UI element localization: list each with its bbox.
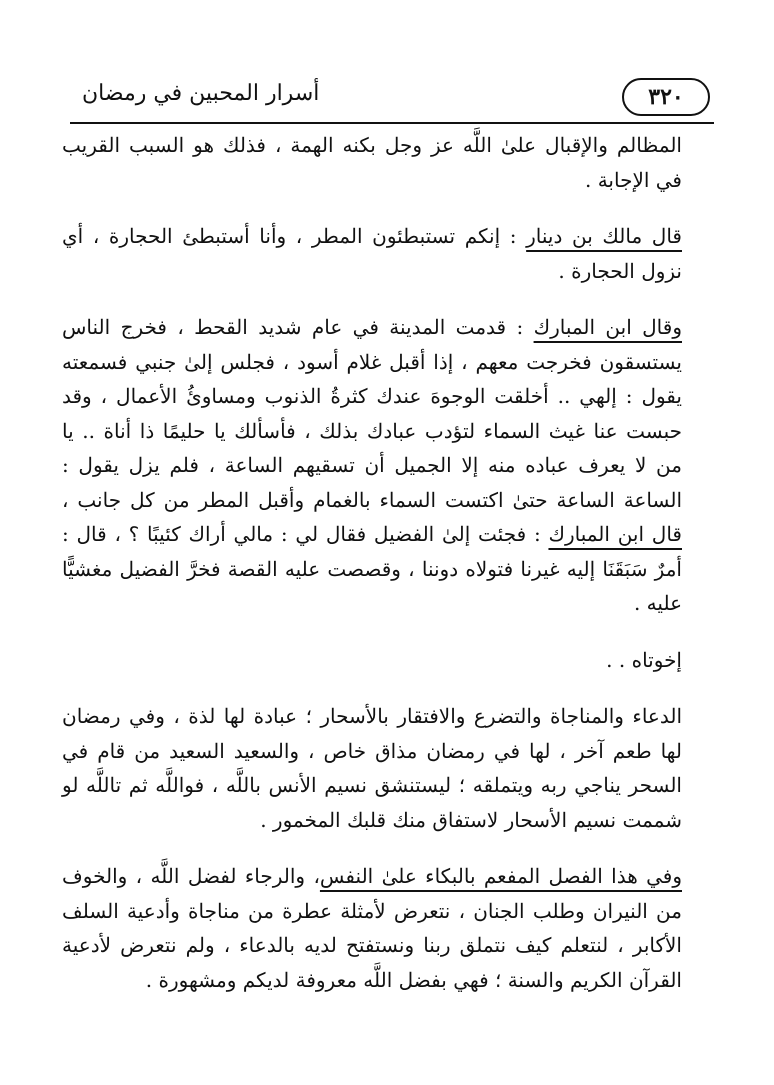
book-title: أسرار المحبين في رمضان (82, 81, 320, 106)
paragraph-2-text: : إنكم تستبطئون المطر ، وأنا أستبطئ الحجارة ، أي نزول الحجارة . (62, 224, 682, 283)
paragraph-3-text-1: : قدمت المدينة في عام شديد القحط ، فخرج الناس يستسقون فخرجت معهم ، إذا أقبل غلام أسود ، فجلس إلىٰ جنبي فسمعته يقول : إلهي .. أخلقت الوجوهَ عندك كثرةُ الذنوب ومساوئُ الأعمال ، وقد حبست عنا غيث السماء لتؤدب عبادك بذلك ، فأسألك يا حليمًا ذا أناة .. يا من لا يعرف عباده منه إلا الجميل أن تسقيهم الساعة ، فلم يزل يقول : الساعة الساعة حتىٰ اكتست السماء بالغمام وأقبل المطر من كل جانب ، (62, 315, 682, 512)
paragraph-6-text: ، والرجاء لفضل اللَّه ، والخوف من النيران وطلب الجنان ، نتعرض لأمثلة عطرة من مناجاة وأدعية السلف الأكابر ، لنتعلم كيف نتملق ربنا ونستفتح لديه بالدعاء ، ولم نتعرض لأدعية القرآن الكريم والسنة ؛ فهي بفضل اللَّه معروفة لديكم ومشهورة . (62, 864, 682, 992)
page-number: ٣٢٠ (622, 78, 710, 116)
quote-attribution-malik: قال مالك بن دينار (526, 224, 682, 248)
paragraph-3-text-2: : فجئت إلىٰ الفضيل فقال لي : مالي أراك كئيبًا ؟ ، قال : أمرٌ سَبَقَنَا إليه غيرنا فتولاه دوننا ، وقصصت عليه القصة فخرَّ الفضيل مغشيًّا عليه . (62, 522, 682, 615)
page-header (70, 70, 714, 116)
page-body (62, 128, 682, 1015)
paragraph-1: المظالم والإقبال علىٰ اللَّه عز وجل بكنه الهمة ، فذلك هو السبب القريب في الإجابة . (62, 133, 682, 192)
paragraph-4: إخوتاه . . (606, 647, 682, 672)
quote-attribution-ibn-mubarak-2: قال ابن المبارك (548, 522, 682, 546)
paragraph-6 (62, 859, 682, 997)
quote-attribution-ibn-mubarak: وقال ابن المبارك (533, 315, 682, 339)
header-rule (70, 122, 714, 124)
paragraph-2 (62, 219, 682, 288)
paragraph-3 (62, 310, 682, 621)
chapter-intro-phrase: وفي هذا الفصل المفعم بالبكاء علىٰ النفس (319, 864, 682, 888)
paragraph-5: الدعاء والمناجاة والتضرع والافتقار بالأسحار ؛ عبادة لها لذة ، وفي رمضان لها طعم آخر ، لها في رمضان مذاق خاص ، والسعيد السعيد من قام في السحر يناجي ربه ويتملقه ؛ ليستنشق نسيم الأنس باللَّه ، فواللَّه ثم تاللَّه لو شممت نسيم الأسحار لاستفاق منك قلبك المخمور . (62, 704, 682, 832)
